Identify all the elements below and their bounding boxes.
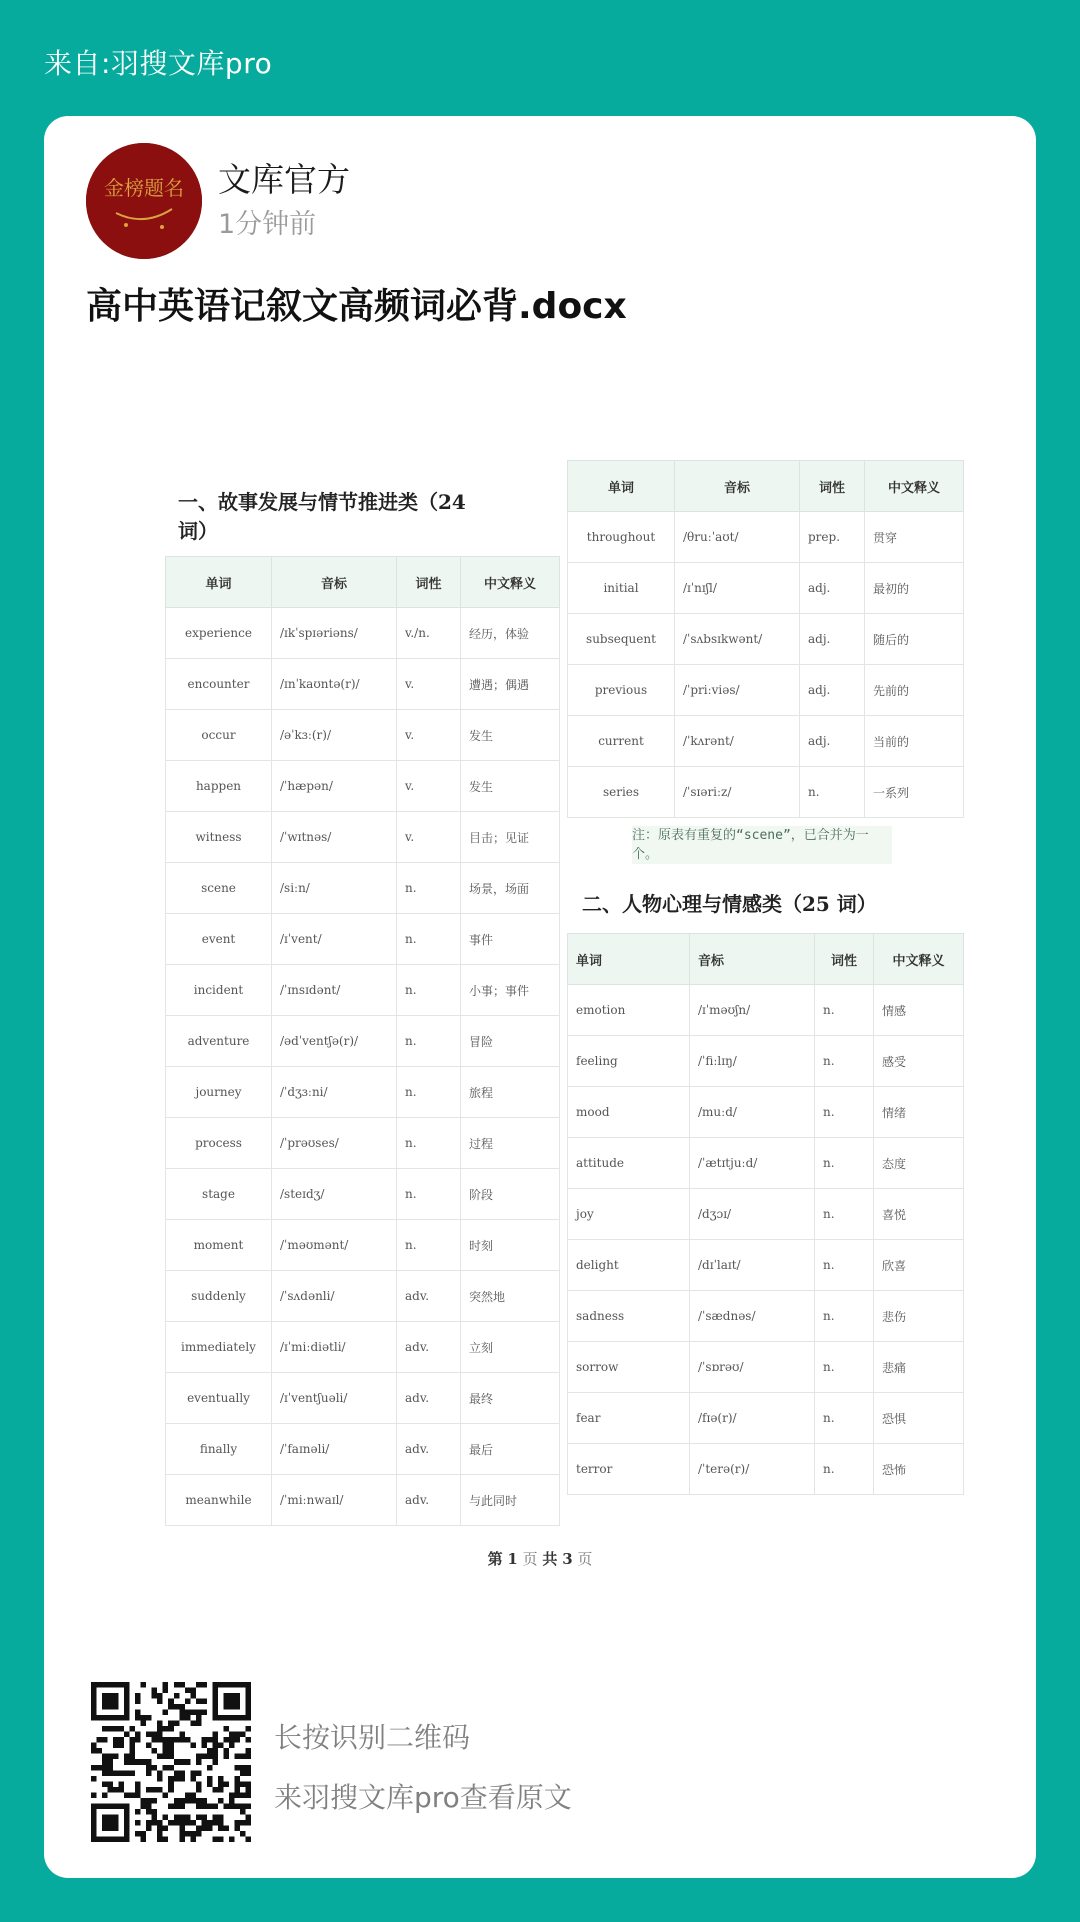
cell-word: eventually xyxy=(166,1373,272,1424)
table-row xyxy=(568,1240,964,1291)
cell-phonetic: /steɪdʒ/ xyxy=(272,1169,397,1220)
table-row xyxy=(166,1475,560,1526)
cell-meaning: 冒险 xyxy=(461,1016,560,1067)
cell-meaning: 阶段 xyxy=(461,1169,560,1220)
cell-meaning: 场景，场面 xyxy=(461,863,560,914)
header-pos: 词性 xyxy=(800,461,865,512)
table-row xyxy=(166,608,560,659)
header-meaning: 中文释义 xyxy=(874,934,964,985)
table-row xyxy=(166,659,560,710)
cell-pos: n. xyxy=(397,863,461,914)
cell-word: witness xyxy=(166,812,272,863)
cell-meaning: 经历，体验 xyxy=(461,608,560,659)
cell-word: throughout xyxy=(568,512,675,563)
cell-phonetic: /dʒɔɪ/ xyxy=(690,1189,815,1240)
table-row xyxy=(568,1444,964,1495)
cell-phonetic: /ˈprəʊses/ xyxy=(272,1118,397,1169)
word-table-3 xyxy=(567,933,964,1495)
cell-word: emotion xyxy=(568,985,690,1036)
table-note: 注：原表有重复的“scene”，已合并为一个。 xyxy=(632,826,892,864)
section-title-2: 二、人物心理与情感类（25 词） xyxy=(582,892,877,916)
cell-pos: n. xyxy=(397,1220,461,1271)
cell-phonetic: /ɪkˈspɪəriəns/ xyxy=(272,608,397,659)
cell-word: occur xyxy=(166,710,272,761)
cell-pos: adv. xyxy=(397,1373,461,1424)
cell-word: fear xyxy=(568,1393,690,1444)
cell-meaning: 态度 xyxy=(874,1138,964,1189)
cell-word: suddenly xyxy=(166,1271,272,1322)
header-pos: 词性 xyxy=(815,934,874,985)
cell-meaning: 恐怖 xyxy=(874,1444,964,1495)
cell-phonetic: /ɪˈməʊʃn/ xyxy=(690,985,815,1036)
cell-pos: n. xyxy=(815,1189,874,1240)
cell-pos: n. xyxy=(815,1138,874,1189)
cell-word: terror xyxy=(568,1444,690,1495)
cell-word: feeling xyxy=(568,1036,690,1087)
cell-word: moment xyxy=(166,1220,272,1271)
table-row xyxy=(166,965,560,1016)
cell-phonetic: /ˈmiːnwaɪl/ xyxy=(272,1475,397,1526)
cell-meaning: 事件 xyxy=(461,914,560,965)
table-row xyxy=(166,1373,560,1424)
table-row xyxy=(568,1342,964,1393)
cell-word: experience xyxy=(166,608,272,659)
cell-phonetic: /ˈfaɪnəli/ xyxy=(272,1424,397,1475)
cell-word: delight xyxy=(568,1240,690,1291)
cell-word: previous xyxy=(568,665,675,716)
table-row xyxy=(166,1271,560,1322)
cell-meaning: 情感 xyxy=(874,985,964,1036)
cell-pos: n. xyxy=(397,1067,461,1118)
table-row xyxy=(166,1220,560,1271)
cell-pos: adj. xyxy=(800,716,865,767)
cell-meaning: 欣喜 xyxy=(874,1240,964,1291)
table-row xyxy=(166,914,560,965)
cell-word: attitude xyxy=(568,1138,690,1189)
cell-meaning: 当前的 xyxy=(865,716,964,767)
cell-word: encounter xyxy=(166,659,272,710)
table-row xyxy=(568,1138,964,1189)
cell-phonetic: /ˈsɪəriːz/ xyxy=(675,767,800,818)
document-preview[interactable] xyxy=(44,116,1036,1878)
cell-word: stage xyxy=(166,1169,272,1220)
cell-meaning: 发生 xyxy=(461,710,560,761)
table-row xyxy=(568,614,964,665)
section-title-1: 一、故事发展与情节推进类（24 词） xyxy=(178,490,466,543)
cell-phonetic: /muːd/ xyxy=(690,1087,815,1138)
cell-pos: n. xyxy=(397,965,461,1016)
cell-meaning: 随后的 xyxy=(865,614,964,665)
cell-meaning: 遭遇；偶遇 xyxy=(461,659,560,710)
cell-pos: n. xyxy=(815,1342,874,1393)
cell-pos: n. xyxy=(815,1036,874,1087)
cell-pos: adj. xyxy=(800,563,865,614)
cell-meaning: 一系列 xyxy=(865,767,964,818)
cell-phonetic: /ˈɪnsɪdənt/ xyxy=(272,965,397,1016)
cell-word: sadness xyxy=(568,1291,690,1342)
cell-pos: adv. xyxy=(397,1424,461,1475)
header-meaning: 中文释义 xyxy=(865,461,964,512)
cell-phonetic: /əˈkɜː(r)/ xyxy=(272,710,397,761)
cell-word: mood xyxy=(568,1087,690,1138)
table-row xyxy=(568,716,964,767)
cell-word: series xyxy=(568,767,675,818)
cell-phonetic: /ˈsædnəs/ xyxy=(690,1291,815,1342)
word-table-2 xyxy=(567,460,964,818)
cell-meaning: 与此同时 xyxy=(461,1475,560,1526)
cell-meaning: 悲伤 xyxy=(874,1291,964,1342)
cell-pos: v. xyxy=(397,710,461,761)
cell-pos: adj. xyxy=(800,665,865,716)
table-row xyxy=(166,710,560,761)
cell-phonetic: /ɪnˈkaʊntə(r)/ xyxy=(272,659,397,710)
cell-meaning: 先前的 xyxy=(865,665,964,716)
cell-pos: v. xyxy=(397,812,461,863)
cell-pos: n. xyxy=(815,1087,874,1138)
cell-meaning: 时刻 xyxy=(461,1220,560,1271)
table-row xyxy=(568,985,964,1036)
qr-code-icon[interactable] xyxy=(91,1682,251,1842)
cell-pos: adv. xyxy=(397,1322,461,1373)
table-row xyxy=(568,767,964,818)
cell-pos: n. xyxy=(815,1240,874,1291)
cell-word: joy xyxy=(568,1189,690,1240)
cell-pos: n. xyxy=(397,1169,461,1220)
cell-meaning: 喜悦 xyxy=(874,1189,964,1240)
table-row xyxy=(166,812,560,863)
cell-meaning: 目击；见证 xyxy=(461,812,560,863)
cell-phonetic: /ˈwɪtnəs/ xyxy=(272,812,397,863)
cell-word: sorrow xyxy=(568,1342,690,1393)
cell-pos: n. xyxy=(397,1016,461,1067)
header-meaning: 中文释义 xyxy=(461,557,560,608)
cell-word: scene xyxy=(166,863,272,914)
table-row xyxy=(568,1036,964,1087)
cell-phonetic: /ɪˈnɪʃl/ xyxy=(675,563,800,614)
cell-pos: adv. xyxy=(397,1475,461,1526)
cell-pos: v./n. xyxy=(397,608,461,659)
cell-word: finally xyxy=(166,1424,272,1475)
cell-pos: n. xyxy=(815,1393,874,1444)
cell-meaning: 旅程 xyxy=(461,1067,560,1118)
cell-meaning: 感受 xyxy=(874,1036,964,1087)
cell-phonetic: /θruːˈaʊt/ xyxy=(675,512,800,563)
cell-meaning: 过程 xyxy=(461,1118,560,1169)
cell-pos: n. xyxy=(815,1444,874,1495)
cell-word: subsequent xyxy=(568,614,675,665)
cell-phonetic: /ˈdʒɜːni/ xyxy=(272,1067,397,1118)
cell-word: event xyxy=(166,914,272,965)
table-row xyxy=(568,1393,964,1444)
table-row xyxy=(568,1291,964,1342)
table-row xyxy=(166,1322,560,1373)
cell-pos: n. xyxy=(800,767,865,818)
source-label: 来自:羽搜文库pro xyxy=(44,47,273,80)
cell-phonetic: /dɪˈlaɪt/ xyxy=(690,1240,815,1291)
cell-phonetic: /ˈsʌbsɪkwənt/ xyxy=(675,614,800,665)
document-title: 高中英语记叙文高频词必背.docx xyxy=(86,286,627,327)
qr-subtext: 来羽搜文库pro查看原文 xyxy=(274,1781,572,1814)
cell-pos: adj. xyxy=(800,614,865,665)
cell-pos: n. xyxy=(815,1291,874,1342)
cell-phonetic: /ɪˈmiːdiətli/ xyxy=(272,1322,397,1373)
cell-meaning: 突然地 xyxy=(461,1271,560,1322)
table-row xyxy=(568,1087,964,1138)
table-row xyxy=(568,563,964,614)
author-name: 文库官方 xyxy=(218,160,350,199)
cell-meaning: 贯穿 xyxy=(865,512,964,563)
cell-phonetic: /ˈkʌrənt/ xyxy=(675,716,800,767)
table-row xyxy=(166,1118,560,1169)
cell-meaning: 最后 xyxy=(461,1424,560,1475)
cell-word: happen xyxy=(166,761,272,812)
share-card xyxy=(44,116,1036,1878)
cell-meaning: 小事；事件 xyxy=(461,965,560,1016)
cell-phonetic: /ɪˈventʃuəli/ xyxy=(272,1373,397,1424)
page-indicator: 第 1 页 共 3 页 xyxy=(487,1550,593,1568)
cell-word: immediately xyxy=(166,1322,272,1373)
table-row xyxy=(166,1016,560,1067)
table-row xyxy=(166,863,560,914)
table-row xyxy=(166,1424,560,1475)
cell-phonetic: /ˈsʌdənli/ xyxy=(272,1271,397,1322)
cell-meaning: 恐惧 xyxy=(874,1393,964,1444)
cell-word: initial xyxy=(568,563,675,614)
cell-pos: v. xyxy=(397,659,461,710)
cell-meaning: 立刻 xyxy=(461,1322,560,1373)
cell-word: meanwhile xyxy=(166,1475,272,1526)
cell-phonetic: /ˈætɪtjuːd/ xyxy=(690,1138,815,1189)
cell-phonetic: /ˈhæpən/ xyxy=(272,761,397,812)
cell-phonetic: /ɪˈvent/ xyxy=(272,914,397,965)
cell-pos: n. xyxy=(815,985,874,1036)
header-word: 单词 xyxy=(568,461,675,512)
table-row xyxy=(568,512,964,563)
header-phonetic: 音标 xyxy=(690,934,815,985)
cell-meaning: 情绪 xyxy=(874,1087,964,1138)
cell-pos: v. xyxy=(397,761,461,812)
table-row xyxy=(166,1067,560,1118)
table-row xyxy=(568,1189,964,1240)
header-word: 单词 xyxy=(568,934,690,985)
cell-word: current xyxy=(568,716,675,767)
cell-phonetic: /ˈməʊmənt/ xyxy=(272,1220,397,1271)
cell-pos: n. xyxy=(397,914,461,965)
svg-text:金榜题名: 金榜题名 xyxy=(104,176,184,200)
cell-phonetic: /fɪə(r)/ xyxy=(690,1393,815,1444)
table-row xyxy=(166,761,560,812)
cell-meaning: 悲痛 xyxy=(874,1342,964,1393)
cell-pos: adv. xyxy=(397,1271,461,1322)
cell-meaning: 最终 xyxy=(461,1373,560,1424)
cell-phonetic: /ədˈventʃə(r)/ xyxy=(272,1016,397,1067)
qr-instruction: 长按识别二维码 xyxy=(274,1721,471,1754)
header-phonetic: 音标 xyxy=(675,461,800,512)
cell-phonetic: /ˈsɒrəʊ/ xyxy=(690,1342,815,1393)
cell-word: adventure xyxy=(166,1016,272,1067)
header-phonetic: 音标 xyxy=(272,557,397,608)
cell-word: process xyxy=(166,1118,272,1169)
cell-meaning: 发生 xyxy=(461,761,560,812)
cell-pos: prep. xyxy=(800,512,865,563)
cell-word: journey xyxy=(166,1067,272,1118)
cell-pos: n. xyxy=(397,1118,461,1169)
cell-phonetic: /ˈfiːlɪŋ/ xyxy=(690,1036,815,1087)
cell-meaning: 最初的 xyxy=(865,563,964,614)
word-table-1 xyxy=(165,556,560,1526)
header-word: 单词 xyxy=(166,557,272,608)
post-time: 1分钟前 xyxy=(218,209,317,240)
header-pos: 词性 xyxy=(397,557,461,608)
cell-phonetic: /siːn/ xyxy=(272,863,397,914)
table-row xyxy=(166,1169,560,1220)
table-row xyxy=(568,665,964,716)
cell-phonetic: /ˈterə(r)/ xyxy=(690,1444,815,1495)
cell-phonetic: /ˈpriːviəs/ xyxy=(675,665,800,716)
cell-word: incident xyxy=(166,965,272,1016)
